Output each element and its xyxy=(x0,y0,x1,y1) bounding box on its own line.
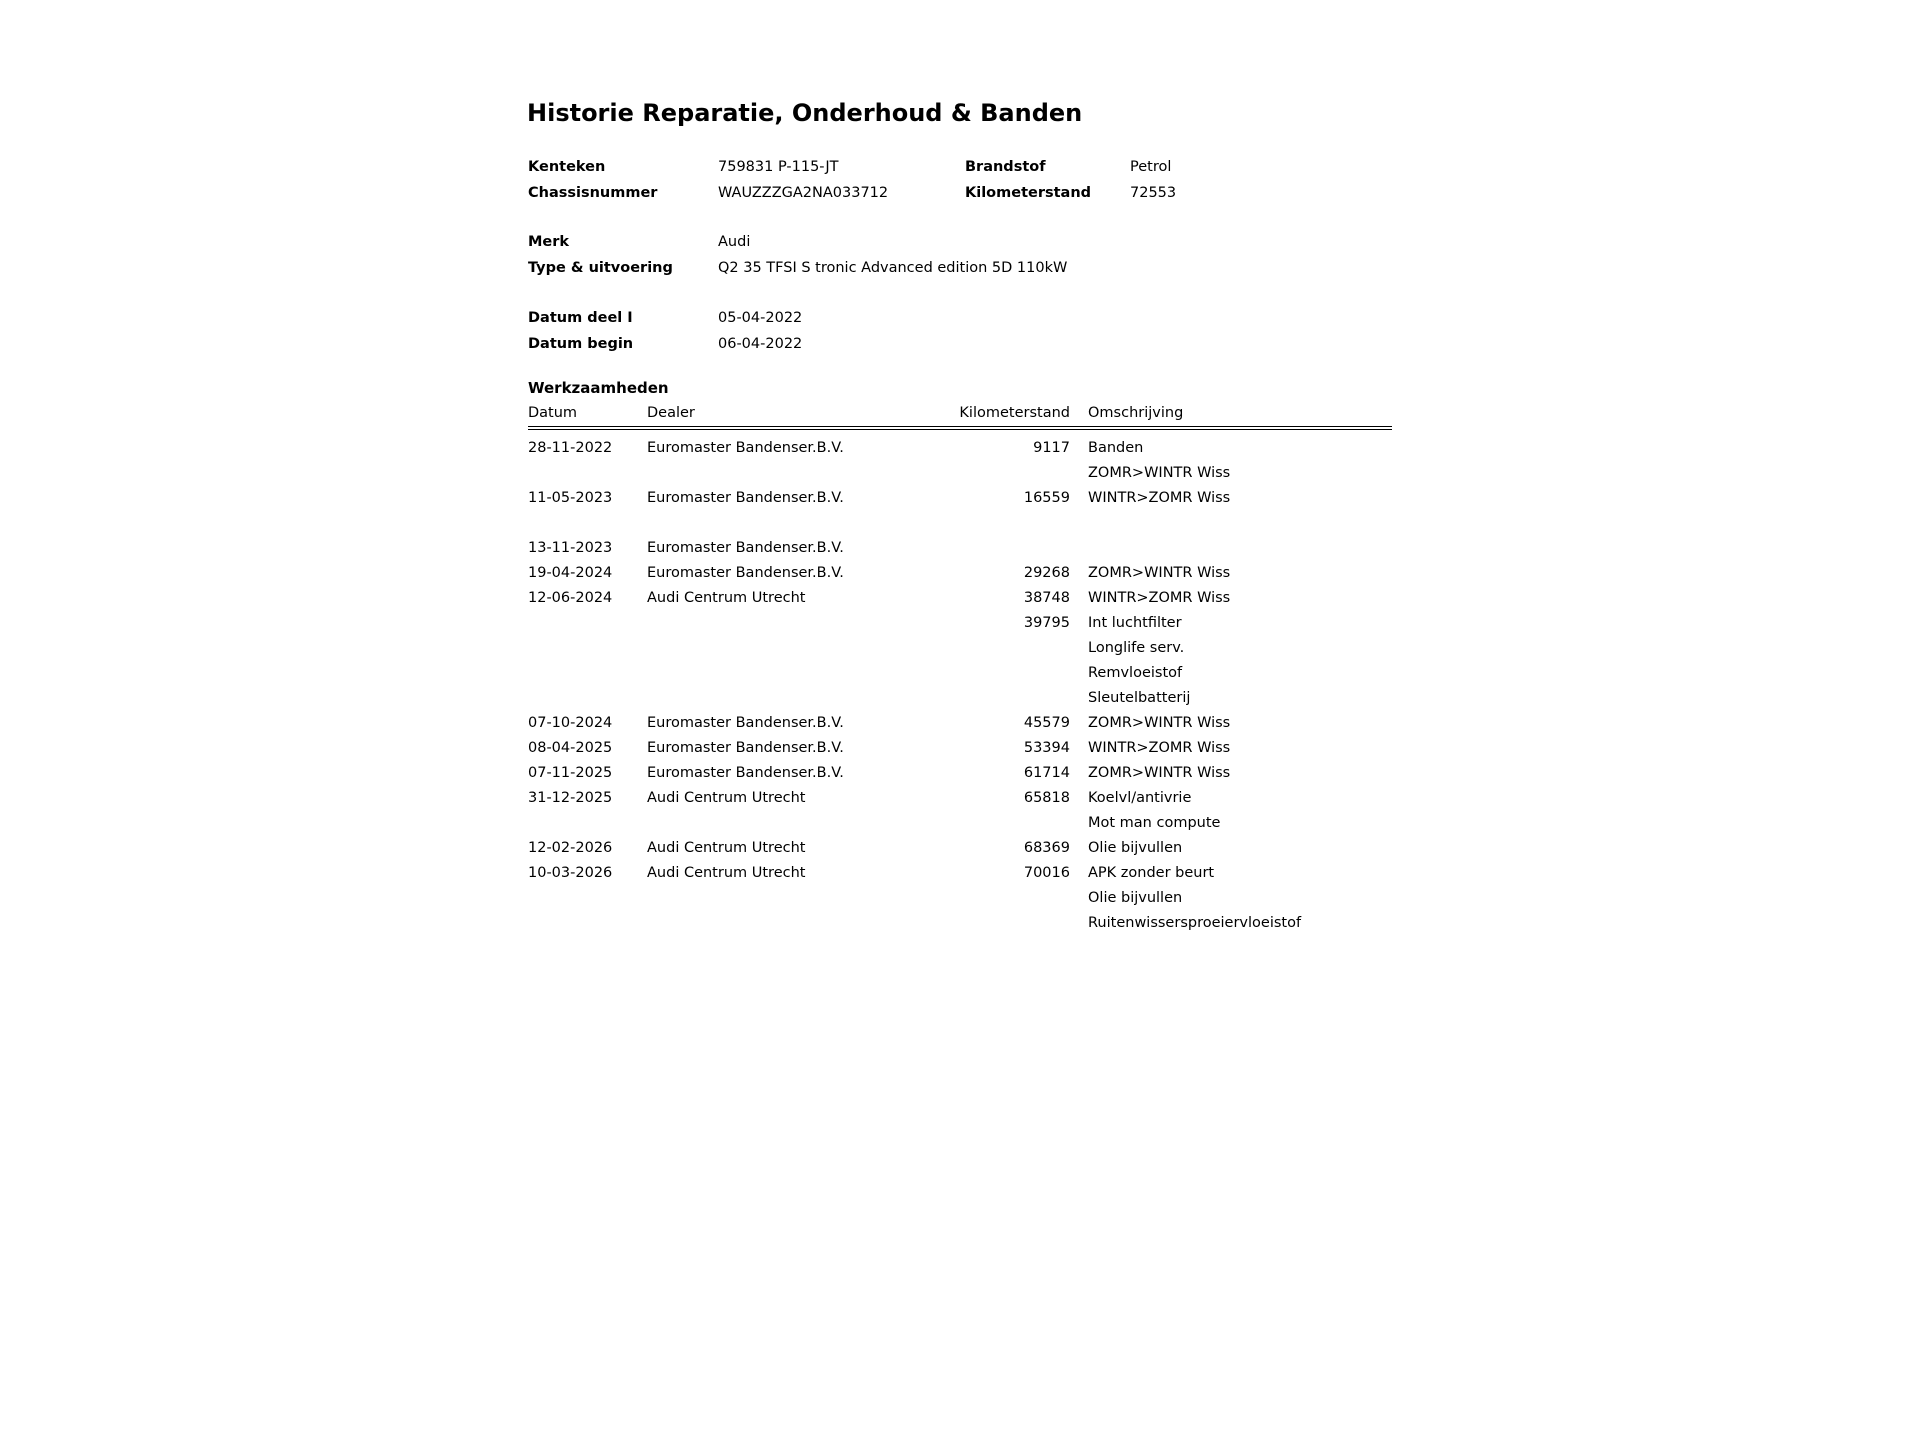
table-row xyxy=(528,485,1392,510)
merk-value: Audi xyxy=(718,234,751,250)
info-row-merk xyxy=(528,234,1828,256)
table-row xyxy=(528,685,1392,710)
cell-datum: 07-11-2025 xyxy=(528,764,613,781)
chassisnummer-label: Chassisnummer xyxy=(528,185,658,201)
cell-dealer xyxy=(647,635,955,660)
cell-datum xyxy=(528,635,647,660)
kenteken-value: 759831 P-115-JT xyxy=(718,159,839,175)
cell-datum: 19-04-2024 xyxy=(528,564,613,581)
cell-datum: 28-11-2022 xyxy=(528,439,613,456)
table-row xyxy=(528,585,1392,610)
cell-datum xyxy=(528,510,647,535)
column-header-datum: Datum xyxy=(528,405,647,428)
cell-datum: 12-02-2026 xyxy=(528,839,613,856)
cell-dealer: Euromaster Bandenser.B.V. xyxy=(647,489,844,506)
brandstof-label: Brandstof xyxy=(965,159,1046,175)
cell-kilometerstand xyxy=(955,885,1070,910)
table-row xyxy=(528,785,1392,810)
datum-deel-1-value: 05-04-2022 xyxy=(718,310,803,326)
cell-kilometerstand: 39795 xyxy=(1023,614,1070,631)
cell-kilometerstand: 16559 xyxy=(1023,489,1070,506)
cell-dealer xyxy=(647,910,955,935)
table-row xyxy=(528,760,1392,785)
kilometerstand-value: 72553 xyxy=(1130,185,1177,201)
datum-deel-1-label: Datum deel I xyxy=(528,310,633,326)
table-header-row xyxy=(528,405,1392,428)
cell-kilometerstand: 68369 xyxy=(1023,839,1070,856)
cell-datum xyxy=(528,885,647,910)
cell-dealer xyxy=(647,460,955,485)
table-row xyxy=(528,810,1392,835)
werkzaamheden-heading: Werkzaamheden xyxy=(528,379,669,397)
brandstof-value: Petrol xyxy=(1130,159,1172,175)
cell-omschrijving: Olie bijvullen xyxy=(1088,889,1183,906)
cell-kilometerstand: 61714 xyxy=(1023,764,1070,781)
cell-omschrijving: Sleutelbatterij xyxy=(1088,689,1191,706)
cell-omschrijving: Int luchtfilter xyxy=(1088,614,1182,631)
info-row-type-uitvoering xyxy=(528,260,1828,282)
cell-dealer: Euromaster Bandenser.B.V. xyxy=(647,439,844,456)
info-row-kenteken-brandstof xyxy=(528,159,1828,181)
merk-label: Merk xyxy=(528,234,570,250)
cell-dealer: Audi Centrum Utrecht xyxy=(647,589,806,606)
cell-datum xyxy=(528,685,647,710)
table-body xyxy=(528,428,1392,935)
cell-dealer: Audi Centrum Utrecht xyxy=(647,839,806,856)
cell-omschrijving: WINTR>ZOMR Wiss xyxy=(1088,489,1231,506)
datum-begin-label: Datum begin xyxy=(528,336,634,352)
table-row xyxy=(528,860,1392,885)
kenteken-label: Kenteken xyxy=(528,159,606,175)
cell-dealer xyxy=(647,610,955,635)
type-uitvoering-value: Q2 35 TFSI S tronic Advanced edition 5D 110kW xyxy=(718,260,1068,276)
cell-datum: 10-03-2026 xyxy=(528,864,613,881)
cell-dealer: Euromaster Bandenser.B.V. xyxy=(647,764,844,781)
cell-datum xyxy=(528,660,647,685)
table-row xyxy=(528,835,1392,860)
cell-omschrijving: Mot man compute xyxy=(1088,814,1221,831)
cell-datum xyxy=(528,610,647,635)
cell-omschrijving: ZOMR>WINTR Wiss xyxy=(1088,464,1231,481)
cell-datum: 31-12-2025 xyxy=(528,789,613,806)
cell-omschrijving: WINTR>ZOMR Wiss xyxy=(1088,739,1231,756)
cell-dealer: Euromaster Bandenser.B.V. xyxy=(647,564,844,581)
cell-datum xyxy=(528,460,647,485)
cell-datum: 12-06-2024 xyxy=(528,589,613,606)
werkzaamheden-table xyxy=(528,405,1392,935)
cell-omschrijving: Longlife serv. xyxy=(1088,639,1185,656)
cell-kilometerstand: 65818 xyxy=(1023,789,1070,806)
info-row-chassis-kilometerstand xyxy=(528,185,1828,207)
cell-dealer xyxy=(647,885,955,910)
column-header-dealer: Dealer xyxy=(647,405,955,428)
table-row xyxy=(528,910,1392,935)
column-header-omschrijving: Omschrijving xyxy=(1070,405,1392,428)
cell-omschrijving: ZOMR>WINTR Wiss xyxy=(1088,714,1231,731)
cell-kilometerstand xyxy=(955,535,1070,560)
cell-dealer: Audi Centrum Utrecht xyxy=(647,864,806,881)
cell-omschrijving xyxy=(1070,535,1392,560)
cell-dealer xyxy=(647,810,955,835)
cell-omschrijving: Olie bijvullen xyxy=(1088,839,1183,856)
cell-kilometerstand: 70016 xyxy=(1023,864,1070,881)
cell-omschrijving: ZOMR>WINTR Wiss xyxy=(1088,564,1231,581)
cell-dealer: Euromaster Bandenser.B.V. xyxy=(647,714,844,731)
cell-kilometerstand: 9117 xyxy=(1033,439,1070,456)
table-row xyxy=(528,635,1392,660)
table-row xyxy=(528,885,1392,910)
cell-omschrijving: ZOMR>WINTR Wiss xyxy=(1088,764,1231,781)
cell-datum xyxy=(528,810,647,835)
cell-kilometerstand xyxy=(955,660,1070,685)
cell-dealer xyxy=(647,685,955,710)
cell-kilometerstand xyxy=(955,910,1070,935)
cell-dealer: Audi Centrum Utrecht xyxy=(647,789,806,806)
cell-kilometerstand xyxy=(955,635,1070,660)
cell-kilometerstand: 29268 xyxy=(1023,564,1070,581)
cell-omschrijving xyxy=(1070,510,1392,535)
table-row xyxy=(528,510,1392,535)
table-row xyxy=(528,560,1392,585)
cell-datum: 11-05-2023 xyxy=(528,489,613,506)
table-row xyxy=(528,460,1392,485)
column-header-kilometerstand: Kilometerstand xyxy=(955,405,1070,428)
cell-omschrijving: Banden xyxy=(1088,439,1144,456)
cell-kilometerstand: 45579 xyxy=(1023,714,1070,731)
cell-dealer: Euromaster Bandenser.B.V. xyxy=(647,539,844,556)
table-row xyxy=(528,610,1392,635)
cell-kilometerstand xyxy=(955,685,1070,710)
table-row xyxy=(528,710,1392,735)
cell-kilometerstand: 38748 xyxy=(1023,589,1070,606)
info-row-datum-begin xyxy=(528,336,1828,358)
cell-dealer xyxy=(647,660,955,685)
table-row xyxy=(528,535,1392,560)
cell-datum: 08-04-2025 xyxy=(528,739,613,756)
cell-kilometerstand xyxy=(955,460,1070,485)
cell-omschrijving: Ruitenwissersproeiervloeistof xyxy=(1088,914,1302,931)
type-uitvoering-label: Type & uitvoering xyxy=(528,260,673,276)
table-row xyxy=(528,660,1392,685)
cell-omschrijving: WINTR>ZOMR Wiss xyxy=(1088,589,1231,606)
table-row xyxy=(528,428,1392,460)
cell-kilometerstand xyxy=(955,810,1070,835)
cell-dealer xyxy=(647,510,955,535)
chassisnummer-value: WAUZZZGA2NA033712 xyxy=(718,185,889,201)
cell-kilometerstand xyxy=(955,510,1070,535)
cell-omschrijving: APK zonder beurt xyxy=(1088,864,1215,881)
kilometerstand-label: Kilometerstand xyxy=(965,185,1092,201)
cell-kilometerstand: 53394 xyxy=(1023,739,1070,756)
cell-omschrijving: Koelvl/antivrie xyxy=(1088,789,1192,806)
cell-datum: 07-10-2024 xyxy=(528,714,613,731)
page-title: Historie Reparatie, Onderhoud & Banden xyxy=(527,99,1083,127)
datum-begin-value: 06-04-2022 xyxy=(718,336,803,352)
cell-omschrijving: Remvloeistof xyxy=(1088,664,1183,681)
cell-dealer: Euromaster Bandenser.B.V. xyxy=(647,739,844,756)
info-row-datum-deel-1 xyxy=(528,310,1828,332)
cell-datum: 13-11-2023 xyxy=(528,539,613,556)
table-row xyxy=(528,735,1392,760)
cell-datum xyxy=(528,910,647,935)
